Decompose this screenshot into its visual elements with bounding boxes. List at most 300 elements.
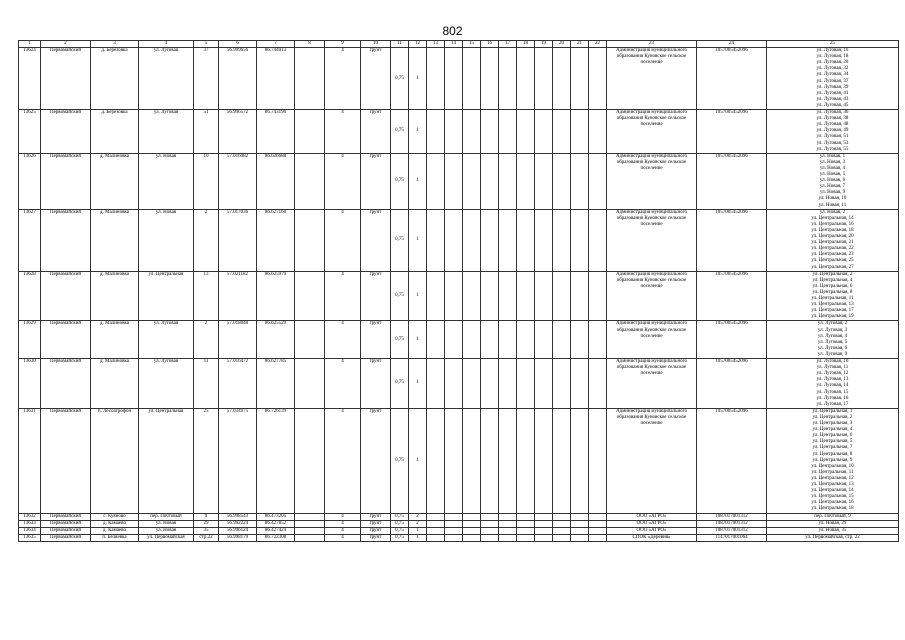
ogrn-cell: 1087017001312 <box>697 513 767 520</box>
count-cell: 2 <box>409 513 427 520</box>
empty-cell <box>571 534 589 541</box>
empty-cell <box>445 209 463 271</box>
house-cell: 11 <box>194 359 219 409</box>
served-address: ул. Новая, 9 <box>819 190 846 196</box>
district-cell: Первомайский <box>41 408 91 513</box>
longitude-cell: 86.625529 <box>257 321 295 359</box>
surface-cell: грунт <box>361 534 391 541</box>
empty-cell <box>571 153 589 209</box>
empty-cell <box>295 520 325 527</box>
page-number: 802 <box>442 24 463 38</box>
district-cell: Первомайский <box>41 209 91 271</box>
column-9-cell: 4 <box>325 513 361 520</box>
empty-cell <box>481 110 499 154</box>
served-address: ул. Центральная, 21 <box>811 240 854 246</box>
served-address: ул. Новая, 2 <box>819 209 846 215</box>
latitude-cell: 56.996572 <box>219 110 257 154</box>
served-address: ул. Центральная, 16 <box>811 500 854 506</box>
empty-cell <box>463 408 481 513</box>
empty-cell <box>463 534 481 541</box>
served-address: ул. Луговая, 5 <box>817 339 848 345</box>
empty-cell <box>463 209 481 271</box>
ogrn-cell: 1057005452096 <box>697 110 767 154</box>
area-cell: 0,75 <box>391 209 409 271</box>
empty-cell <box>517 408 535 513</box>
count-cell: 1 <box>409 110 427 154</box>
district-cell: Первомайский <box>41 153 91 209</box>
empty-cell <box>295 513 325 520</box>
column-9-cell: 4 <box>325 321 361 359</box>
empty-cell <box>571 408 589 513</box>
empty-cell <box>463 153 481 209</box>
row-id: 13634 <box>19 527 41 534</box>
table-row <box>19 110 899 154</box>
table-row <box>19 209 899 271</box>
empty-cell <box>427 48 445 110</box>
district-cell: Первомайский <box>41 48 91 110</box>
column-9-cell: 4 <box>325 520 361 527</box>
empty-cell <box>499 153 517 209</box>
empty-cell <box>517 520 535 527</box>
served-addresses-cell <box>767 527 899 534</box>
district-cell: Первомайский <box>41 527 91 534</box>
served-address: ул. Центральная, 14 <box>811 488 854 494</box>
empty-cell <box>499 513 517 520</box>
empty-cell <box>463 48 481 110</box>
table-row <box>19 534 899 541</box>
table-row <box>19 48 899 110</box>
served-address: ул. Луговая, 53 <box>816 140 849 146</box>
empty-cell <box>445 110 463 154</box>
street-cell: ул. Первомайская <box>139 534 194 541</box>
empty-cell <box>535 520 553 527</box>
served-address: ул. Центральная, 6 <box>812 283 853 289</box>
column-header: 23 <box>607 41 697 48</box>
served-address: ул. Центральная, 16 <box>811 221 854 227</box>
column-9-cell: 4 <box>325 527 361 534</box>
served-address: ул. Центральная, 11 <box>811 296 854 302</box>
empty-cell <box>517 110 535 154</box>
served-address: ул. Центральная, 10 <box>811 463 854 469</box>
empty-cell <box>571 110 589 154</box>
empty-cell <box>571 321 589 359</box>
empty-cell <box>517 153 535 209</box>
empty-cell <box>295 209 325 271</box>
locality-cell: д. Малиновка <box>91 153 139 209</box>
owner-cell: Администрация муниципального образования Куновское сельское поселение <box>607 408 697 513</box>
longitude-cell: 86.626688 <box>257 153 295 209</box>
owner-cell: Администрация муниципального образования Куновское сельское поселение <box>607 321 697 359</box>
empty-cell <box>535 209 553 271</box>
ogrn-cell: 1057005452096 <box>697 271 767 321</box>
served-address: ул. Центральная, 15 <box>811 494 854 500</box>
latitude-cell: 57.017036 <box>219 209 257 271</box>
surface-cell: грунт <box>361 359 391 409</box>
empty-cell <box>589 271 607 321</box>
count-cell: 1 <box>409 153 427 209</box>
latitude-cell: 57.016082 <box>219 153 257 209</box>
served-addresses-cell <box>767 271 899 321</box>
empty-cell <box>463 520 481 527</box>
district-cell: Первомайский <box>41 271 91 321</box>
served-address: ул. Луговая, 16 <box>816 395 849 401</box>
table-row <box>19 527 899 534</box>
empty-cell <box>553 534 571 541</box>
empty-cell <box>499 321 517 359</box>
street-cell: ул. Луговая <box>139 48 194 110</box>
served-address: ул. Луговая, 6 <box>817 345 848 351</box>
served-address: ул. Луговая, 17 <box>816 401 849 407</box>
count-cell: 1 <box>409 527 427 534</box>
empty-cell <box>589 153 607 209</box>
surface-cell: грунт <box>361 271 391 321</box>
empty-cell <box>517 321 535 359</box>
empty-cell <box>589 359 607 409</box>
empty-cell <box>481 520 499 527</box>
count-cell: 1 <box>409 321 427 359</box>
table-row <box>19 408 899 513</box>
served-addresses-cell <box>767 209 899 271</box>
house-cell: 2 <box>194 321 219 359</box>
empty-cell <box>553 209 571 271</box>
area-cell: 0,75 <box>391 110 409 154</box>
empty-cell <box>535 321 553 359</box>
column-header: 2 <box>41 41 91 48</box>
column-9-cell: 4 <box>325 110 361 154</box>
empty-cell <box>481 513 499 520</box>
column-header: 11 <box>391 41 409 48</box>
locality-cell: д. Берёзовка <box>91 48 139 110</box>
surface-cell: грунт <box>361 513 391 520</box>
empty-cell <box>295 408 325 513</box>
house-cell: 13 <box>194 271 219 321</box>
served-address: ул. Луговая, 20 <box>816 60 849 66</box>
column-header: 5 <box>194 41 219 48</box>
empty-cell <box>517 271 535 321</box>
served-address: ул. Луговая, 13 <box>816 377 849 383</box>
empty-cell <box>295 153 325 209</box>
served-address: ул. Центральная, 11 <box>811 469 854 475</box>
empty-cell <box>295 48 325 110</box>
surface-cell: грунт <box>361 209 391 271</box>
served-address: ул. Центральная, 13 <box>811 302 854 308</box>
empty-cell <box>553 527 571 534</box>
served-address: ул. Луговая, 41 <box>816 90 849 96</box>
owner-cell: ООО «АГРО» <box>607 520 697 527</box>
house-cell: 25 <box>194 408 219 513</box>
street-cell: ул. Центральная <box>139 271 194 321</box>
table-row <box>19 520 899 527</box>
column-header: 18 <box>517 41 535 48</box>
table-row <box>19 513 899 520</box>
longitude-cell: 86.722308 <box>257 534 295 541</box>
served-address: ул. Луговая, 34 <box>816 72 849 78</box>
registry-table <box>18 40 899 542</box>
empty-cell <box>589 520 607 527</box>
table-row <box>19 359 899 409</box>
empty-cell <box>481 527 499 534</box>
table-row <box>19 321 899 359</box>
column-header: 10 <box>361 41 391 48</box>
empty-cell <box>481 321 499 359</box>
served-address: ул. Центральная, 14 <box>811 215 854 221</box>
served-address: ул. Центральная, 9 <box>812 457 853 463</box>
column-9-cell: 4 <box>325 534 361 541</box>
empty-cell <box>571 48 589 110</box>
column-header: 21 <box>571 41 589 48</box>
street-cell: ул. Луговая <box>139 110 194 154</box>
column-9-cell: 4 <box>325 271 361 321</box>
empty-cell <box>295 321 325 359</box>
served-address: ул. Центральная, 23 <box>811 252 854 258</box>
owner-cell: СПОК «Деревня» <box>607 534 697 541</box>
empty-cell <box>427 359 445 409</box>
column-header: 15 <box>463 41 481 48</box>
area-cell: 0,75 <box>391 271 409 321</box>
owner-cell: Администрация муниципального образования Куновское сельское поселение <box>607 359 697 409</box>
empty-cell <box>427 209 445 271</box>
count-cell: 1 <box>409 209 427 271</box>
empty-cell <box>553 359 571 409</box>
served-address: ул. Луговая, 4 <box>817 333 848 339</box>
empty-cell <box>535 48 553 110</box>
empty-cell <box>295 359 325 409</box>
served-address: ул. Центральная, 2 <box>812 414 853 420</box>
served-address: ул. Центральная, 25 <box>811 258 854 264</box>
house-cell: 51 <box>194 110 219 154</box>
empty-cell <box>535 359 553 409</box>
count-cell: 1 <box>409 359 427 409</box>
empty-cell <box>295 534 325 541</box>
served-address: ул. Центральная, 22 <box>811 246 854 252</box>
ogrn-cell: 1087017001312 <box>697 527 767 534</box>
locality-cell: д. Малиновка <box>91 271 139 321</box>
count-cell: 1 <box>409 534 427 541</box>
served-address: ул. Новая, 6 <box>819 178 846 184</box>
empty-cell <box>553 153 571 209</box>
street-cell: ул. Новая <box>139 520 194 527</box>
column-header: 17 <box>499 41 517 48</box>
latitude-cell: 56.996124 <box>219 527 257 534</box>
served-addresses-cell <box>767 520 899 527</box>
empty-cell <box>445 153 463 209</box>
served-address: ул. Центральная, 6 <box>812 433 853 439</box>
served-address: ул. Луговая, 32 <box>816 66 849 72</box>
longitude-cell: 86.744013 <box>257 48 295 110</box>
latitude-cell: 57.021182 <box>219 271 257 321</box>
served-addresses-cell <box>767 534 899 541</box>
count-cell: 1 <box>409 271 427 321</box>
served-addresses-cell <box>767 359 899 409</box>
served-address: ул. Центральная, 13 <box>811 481 854 487</box>
owner-cell: Администрация муниципального образования Куновское сельское поселение <box>607 153 697 209</box>
column-header: 25 <box>767 41 899 48</box>
latitude-cell: 56.999656 <box>219 48 257 110</box>
empty-cell <box>463 359 481 409</box>
served-addresses-cell <box>767 321 899 359</box>
served-address: ул. Луговая, 11 <box>816 365 849 371</box>
column-header: 16 <box>481 41 499 48</box>
served-address: ул. Луговая, 37 <box>816 78 849 84</box>
area-cell: 0,75 <box>391 153 409 209</box>
ogrn-cell: 1057005452096 <box>697 359 767 409</box>
empty-cell <box>571 359 589 409</box>
district-cell: Первомайский <box>41 520 91 527</box>
empty-cell <box>535 153 553 209</box>
empty-cell <box>445 271 463 321</box>
surface-cell: грунт <box>361 520 391 527</box>
area-cell: 0,75 <box>391 48 409 110</box>
served-address: ул. Центральная, 4 <box>812 277 853 283</box>
empty-cell <box>499 48 517 110</box>
surface-cell: грунт <box>361 408 391 513</box>
empty-cell <box>553 520 571 527</box>
empty-cell <box>571 209 589 271</box>
column-9-cell: 4 <box>325 209 361 271</box>
column-header: 1 <box>19 41 41 48</box>
empty-cell <box>499 520 517 527</box>
column-9-cell: 4 <box>325 359 361 409</box>
empty-cell <box>517 359 535 409</box>
empty-cell <box>499 527 517 534</box>
served-address: ул. Центральная, 1 <box>812 408 853 414</box>
served-addresses-cell <box>767 110 899 154</box>
column-header: 9 <box>325 41 361 48</box>
area-cell: 0,75 <box>391 359 409 409</box>
ogrn-cell: 1057005452096 <box>697 209 767 271</box>
locality-cell: д. Камаево <box>91 520 139 527</box>
house-cell: 37 <box>194 48 219 110</box>
empty-cell <box>427 321 445 359</box>
row-id: 13635 <box>19 534 41 541</box>
ogrn-cell: 1057005452096 <box>697 321 767 359</box>
locality-cell: д. Берёзовка <box>91 110 139 154</box>
empty-cell <box>589 209 607 271</box>
empty-cell <box>499 534 517 541</box>
row-id: 13625 <box>19 110 41 154</box>
empty-cell <box>589 321 607 359</box>
empty-cell <box>517 48 535 110</box>
locality-cell: д. Малиновка <box>91 321 139 359</box>
street-cell: ул. Новая <box>139 153 194 209</box>
column-header: 12 <box>409 41 427 48</box>
served-address: ул. Центральная, 3 <box>812 421 853 427</box>
served-address: ул. Центральная, 2 <box>812 271 853 277</box>
served-address: ул. Первомайская, стр. 22 <box>805 534 860 540</box>
empty-cell <box>589 534 607 541</box>
area-cell: 0,75 <box>391 520 409 527</box>
served-address: ул. Новая, 29 <box>818 520 847 526</box>
served-address: ул. Луговая, 15 <box>816 389 849 395</box>
empty-cell <box>445 359 463 409</box>
served-address: ул. Новая, 10 <box>818 196 847 202</box>
area-cell: 0,75 <box>391 321 409 359</box>
empty-cell <box>571 271 589 321</box>
longitude-cell: 86.743190 <box>257 110 295 154</box>
empty-cell <box>589 513 607 520</box>
longitude-cell: 86.473205 <box>257 513 295 520</box>
empty-cell <box>481 271 499 321</box>
served-address: ул. Новая, 4 <box>819 165 846 171</box>
empty-cell <box>571 527 589 534</box>
empty-cell <box>427 271 445 321</box>
served-address: ул. Новая, 3 <box>819 159 846 165</box>
district-cell: Первомайский <box>41 534 91 541</box>
empty-cell <box>571 513 589 520</box>
empty-cell <box>589 408 607 513</box>
served-address: ул. Центральная, 20 <box>811 234 854 240</box>
empty-cell <box>553 48 571 110</box>
empty-cell <box>535 408 553 513</box>
empty-cell <box>427 408 445 513</box>
served-address: ул. Центральная, 18 <box>811 227 854 233</box>
empty-cell <box>295 110 325 154</box>
column-9-cell: 4 <box>325 48 361 110</box>
served-addresses-cell <box>767 48 899 110</box>
empty-cell <box>445 520 463 527</box>
house-cell: стр.22 <box>194 534 219 541</box>
locality-cell: п. Лесоагрофон <box>91 408 139 513</box>
empty-cell <box>481 534 499 541</box>
empty-cell <box>571 520 589 527</box>
table-row <box>19 153 899 209</box>
ogrn-cell: 1057005452096 <box>697 48 767 110</box>
latitude-cell: 56.992224 <box>219 520 257 527</box>
served-address: ул. Центральная, 8 <box>812 451 853 457</box>
column-header: 4 <box>139 41 194 48</box>
owner-cell: Администрация муниципального образования Куновское сельское поселение <box>607 209 697 271</box>
latitude-cell: 56.998179 <box>219 534 257 541</box>
count-cell: 1 <box>409 408 427 513</box>
empty-cell <box>481 209 499 271</box>
row-id: 13626 <box>19 153 41 209</box>
house-cell: 2 <box>194 209 219 271</box>
served-address: ул. Центральная, 4 <box>812 427 853 433</box>
served-address: ул. Луговая, 10 <box>816 359 849 365</box>
empty-cell <box>553 408 571 513</box>
empty-cell <box>445 48 463 110</box>
surface-cell: грунт <box>361 321 391 359</box>
served-address: ул. Луговая, 45 <box>816 102 849 108</box>
empty-cell <box>481 359 499 409</box>
served-address: ул. Луговая, 9 <box>817 351 848 357</box>
column-9-cell: 4 <box>325 408 361 513</box>
surface-cell: грунт <box>361 110 391 154</box>
served-address: ул. Луговая, 14 <box>816 383 849 389</box>
empty-cell <box>427 534 445 541</box>
ogrn-cell: 1057005452096 <box>697 153 767 209</box>
empty-cell <box>589 110 607 154</box>
owner-cell: Администрация муниципального образования Куновское сельское поселение <box>607 271 697 321</box>
column-header: 3 <box>91 41 139 48</box>
empty-cell <box>295 527 325 534</box>
served-address: ул. Луговая, 39 <box>816 84 849 90</box>
served-address: ул. Новая, 5 <box>819 172 846 178</box>
empty-cell <box>553 271 571 321</box>
served-address: ул. Новая, 7 <box>819 184 846 190</box>
column-header: 22 <box>589 41 607 48</box>
empty-cell <box>553 321 571 359</box>
empty-cell <box>481 408 499 513</box>
empty-cell <box>463 321 481 359</box>
longitude-cell: 86.627160 <box>257 209 295 271</box>
longitude-cell: 86.726139 <box>257 408 295 513</box>
empty-cell <box>589 527 607 534</box>
latitude-cell: 57.018048 <box>219 321 257 359</box>
served-address: пер. Почтовый, 9 <box>814 513 851 519</box>
empty-cell <box>535 271 553 321</box>
served-address: ул. Луговая, 2 <box>817 321 848 327</box>
